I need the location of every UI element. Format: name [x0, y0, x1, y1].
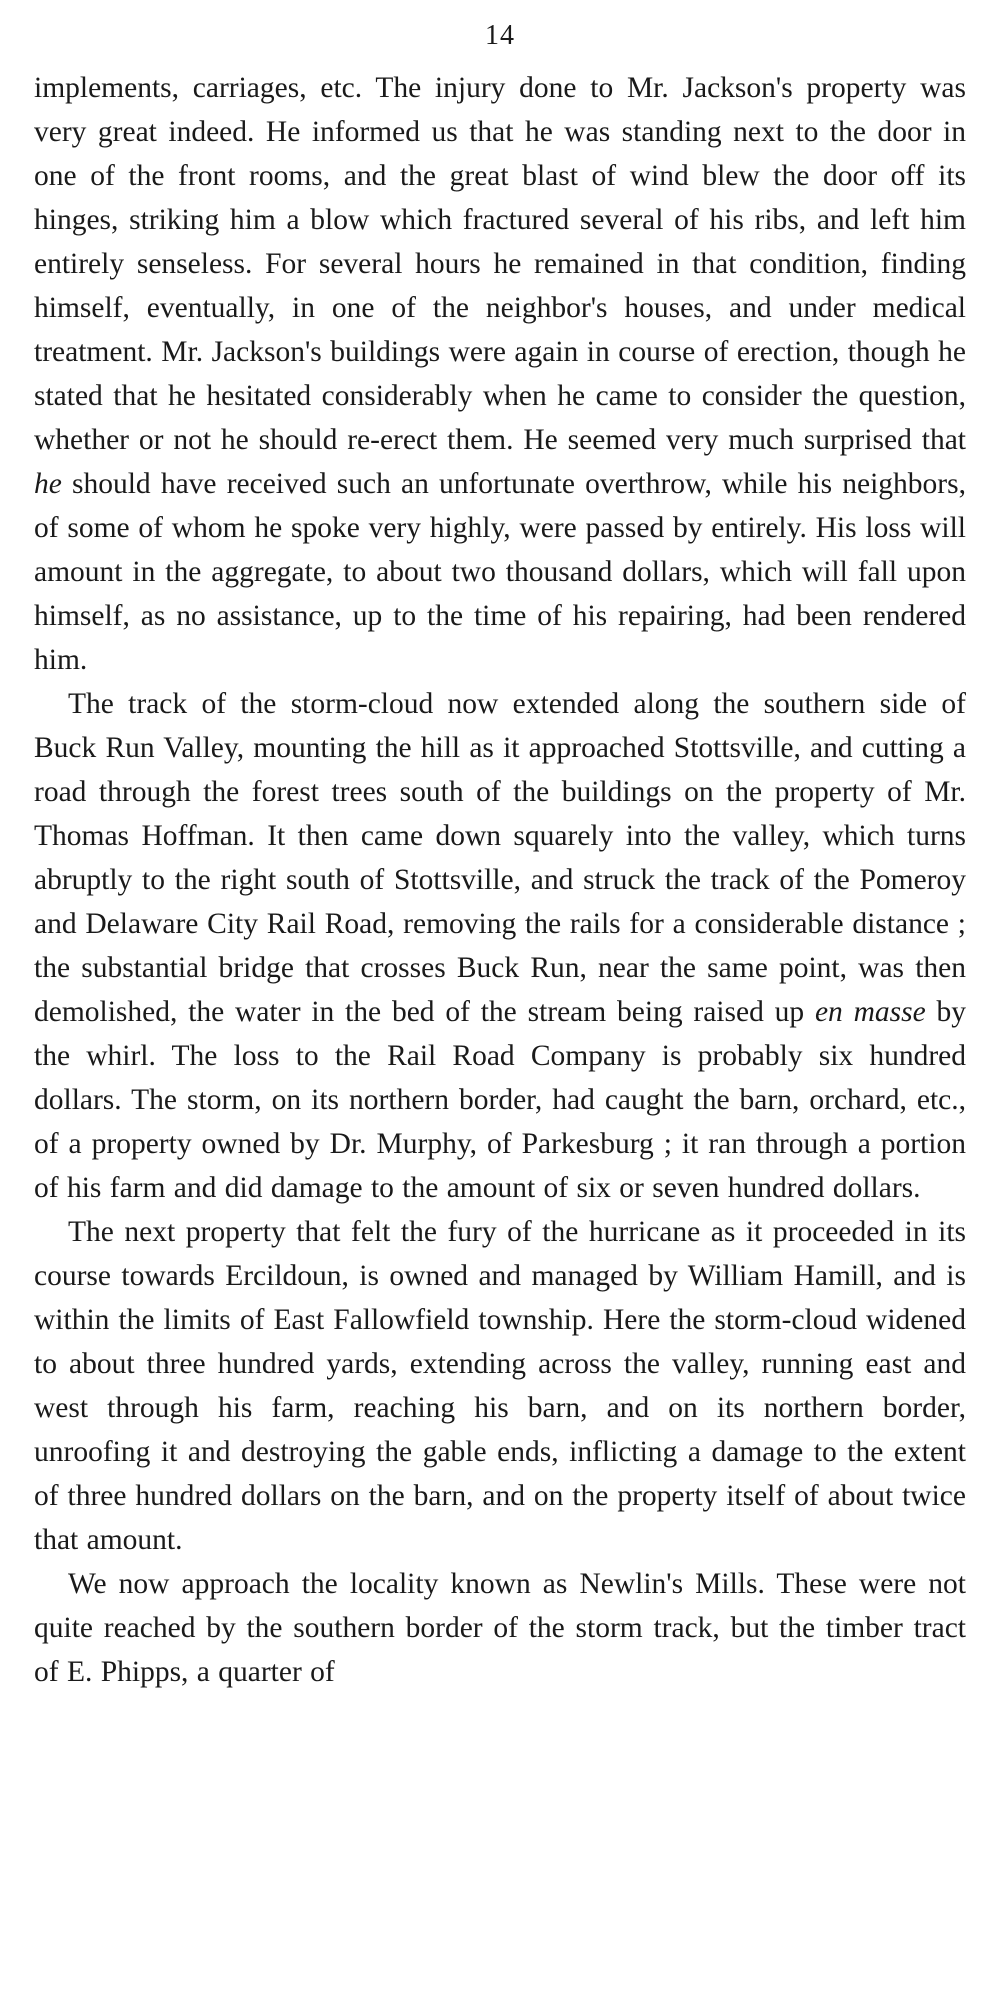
paragraph-1-text-b: should have received such an unfortunate overthrow, while his neighbors, of some of whom he spoke very highly, were passed by entirely. His loss will amount in the aggregate, to about two thousand dollars, which will fall upon himself, as no assistance, up to the time of his repairing, had been rendered him. [34, 468, 966, 676]
paragraph-1-text-a: implements, carriages, etc. The injury done to Mr. Jackson's property was very great indeed. He informed us that he was standing next to the door in one of the front rooms, and the great blast of wind blew the door off its hinges, striking him a blow which fractured several of his ribs, and left him entirely senseless. For several hours he remained in that condition, finding himself, eventually, in one of the neighbor's houses, and under medical treatment. Mr. Jackson's buildings were again in course of erection, though he stated that he hesitated considerably when he came to consider the question, whether or not he should re-erect them. He seemed very much surprised that [34, 72, 966, 456]
paragraph-4: We now approach the locality known as Newlin's Mills. These were not quite reached by the southern border of the storm track, but the timber tract of E. Phipps, a quarter of [34, 1568, 966, 1688]
paragraph-3: The next property that felt the fury of the hurricane as it proceeded in its course towards Ercildoun, is owned and managed by William Hamill, and is within the limits of East Fallowfield township. Here the storm-cloud widened to about three hundred yards, extending across the valley, running east and west through his farm, reaching his barn, and on its northern border, unroofing it and destroying the gable ends, inflicting a damage to the extent of three hundred dollars on the barn, and on the property itself of about twice that amount. [34, 1216, 966, 1556]
paragraph-2 [34, 682, 966, 1210]
paragraph-1 [34, 66, 966, 682]
paragraph-2-text-b: by the whirl. The loss to the Rail Road Company is probably six hundred dollars. The storm, on its northern border, had caught the barn, orchard, etc., of a property owned by Dr. Murphy, of Parkesburg ; it ran through a portion of his farm and did damage to the amount of six or seven hundred dollars. [34, 996, 967, 1204]
page-body [34, 66, 966, 1694]
paragraph-2-text-a: The track of the storm-cloud now extended along the southern side of Buck Run Valley, mounting the hill as it approached Stottsville, and cutting a road through the forest trees south of the buildings on the property of Mr. Thomas Hoffman. It then came down squarely into the valley, which turns abruptly to the right south of Stottsville, and struck the track of the Pomeroy and Delaware City Rail Road, removing the rails for a considerable distance ; the substantial bridge that crosses Buck Run, near the same point, was then demolished, the water in the bed of the stream being raised up [34, 688, 966, 1028]
paragraph-1-emphasis: he [34, 468, 62, 500]
paragraph-2-emphasis: en masse [814, 996, 926, 1028]
page-number: 14 [485, 20, 515, 51]
